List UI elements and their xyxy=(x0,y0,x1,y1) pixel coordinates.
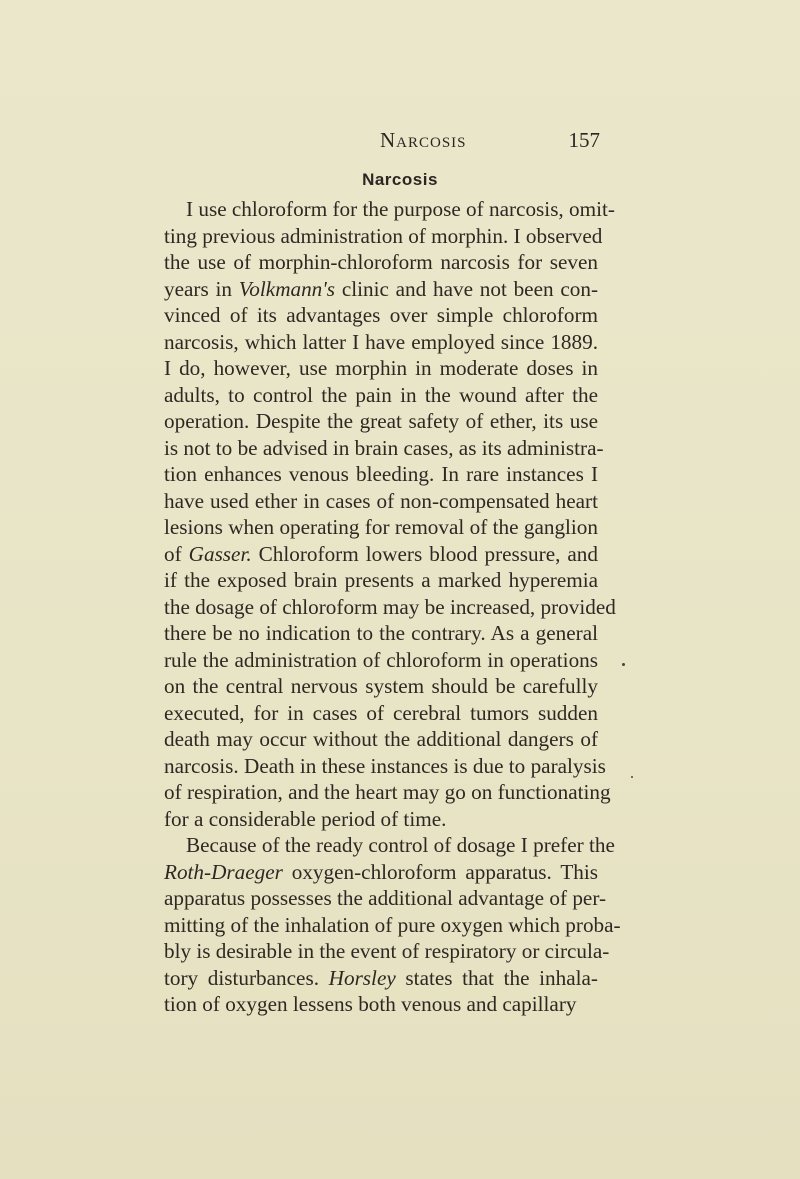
text-line: years in Volkmann's clinic and have not been con- xyxy=(164,276,598,301)
paper-speck xyxy=(622,663,625,666)
text-line: Because of the ready control of dosage I prefer the xyxy=(186,833,615,857)
text-line: lesions when operating for removal of the ganglion xyxy=(164,515,598,539)
text-line: I do, however, use morphin in moderate doses in xyxy=(164,356,598,380)
text-line: of respiration, and the heart may go on functionating xyxy=(164,780,611,804)
running-head-title: Narcosis xyxy=(380,128,467,152)
italic-name: Horsley xyxy=(328,965,396,990)
text-line: for a considerable period of time. xyxy=(164,806,447,831)
page-number: 157 xyxy=(568,128,600,152)
body-text xyxy=(164,196,621,1018)
text-line: narcosis, which latter I have employed since 1889. xyxy=(164,329,598,354)
text-line: have used ether in cases of non-compensated heart xyxy=(164,488,598,513)
text-line: is not to be advised in brain cases, as its administra- xyxy=(164,435,604,460)
text-line: tory disturbances. Horsley states that the inhala- xyxy=(164,965,598,990)
text-line: there be no indication to the contrary. As a general xyxy=(164,621,598,645)
text-line: on the central nervous system should be carefully xyxy=(164,674,598,698)
text-line: if the exposed brain presents a marked hyperemia xyxy=(164,568,598,592)
text-line: vinced of its advantages over simple chloroform xyxy=(164,303,598,327)
italic-name: Gasser. xyxy=(188,541,252,566)
text-line: Roth-Draeger oxygen-chloroform apparatus. This xyxy=(164,859,598,884)
text-line: the use of morphin-chloroform narcosis for seven xyxy=(164,250,598,274)
text-line: mitting of the inhalation of pure oxygen which proba- xyxy=(164,912,621,937)
text-line: I use chloroform for the purpose of narcosis, omit- xyxy=(186,197,615,221)
text-line: adults, to control the pain in the wound after the xyxy=(164,382,598,407)
text-line: tion enhances venous bleeding. In rare instances I xyxy=(164,462,598,486)
italic-name: Roth-Draeger xyxy=(164,859,283,884)
text-line: death may occur without the additional dangers of xyxy=(164,727,598,751)
paragraph xyxy=(164,832,621,1018)
italic-name: Volkmann's xyxy=(238,276,336,301)
paragraph xyxy=(164,196,616,832)
text-line: ting previous administration of morphin. I observed xyxy=(164,223,603,248)
text-line: bly is desirable in the event of respiratory or circula- xyxy=(164,939,610,963)
text-line: rule the administration of chloroform in operations xyxy=(164,647,598,672)
paper-speck xyxy=(631,776,633,778)
text-line: narcosis. Death in these instances is due to paralysis xyxy=(164,753,606,778)
text-line: operation. Despite the great safety of ether, its use xyxy=(164,409,598,433)
text-line: the dosage of chloroform may be increased, provided xyxy=(164,594,616,619)
text-line: apparatus possesses the additional advantage of per- xyxy=(164,886,607,910)
text-line: executed, for in cases of cerebral tumors sudden xyxy=(164,700,598,725)
text-line: tion of oxygen lessens both venous and capillary xyxy=(164,992,577,1016)
text-line: of Gasser. Chloroform lowers blood pressure, and xyxy=(164,541,598,566)
section-heading: Narcosis xyxy=(362,170,438,189)
